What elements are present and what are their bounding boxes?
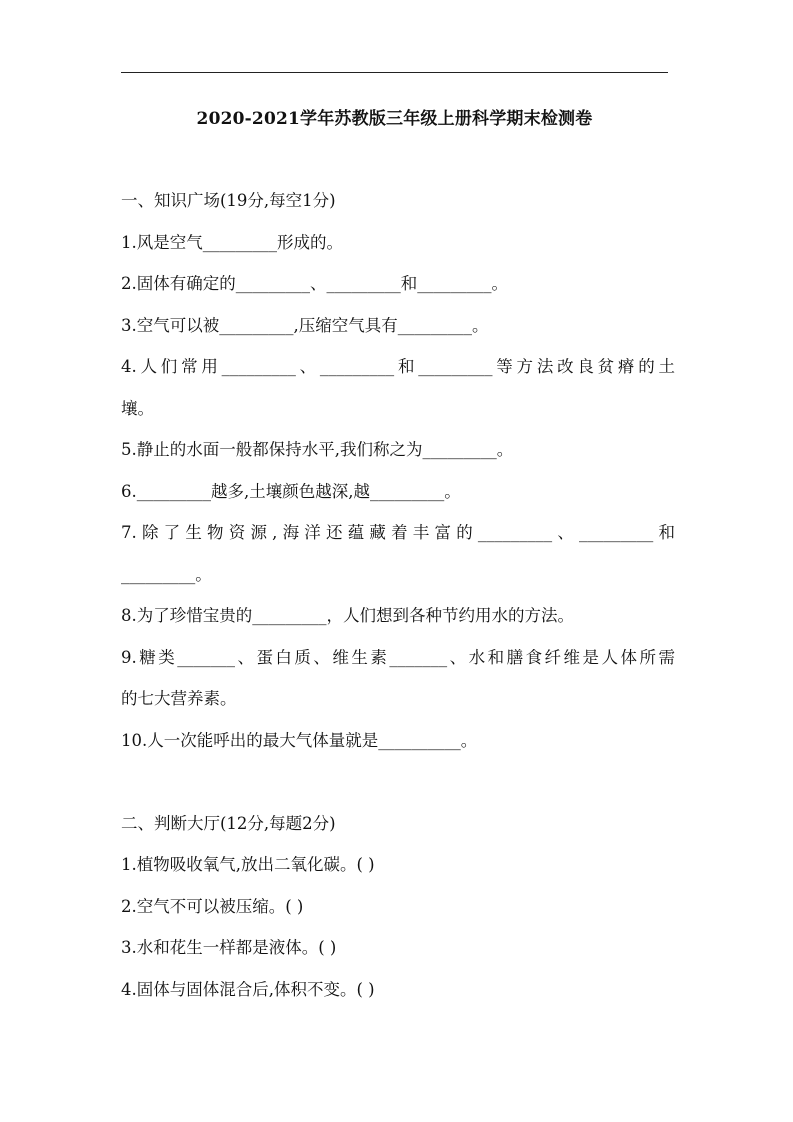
question-line: 3.水和花生一样都是液体。( ) <box>121 938 337 957</box>
section-heading: 一、知识广场(19分,每空1分) <box>121 191 336 210</box>
question-line: 1.植物吸收氧气,放出二氧化碳。( ) <box>121 855 375 874</box>
section-gap <box>121 769 681 811</box>
question-line: 1.风是空气_________形成的。 <box>121 232 343 252</box>
question-line: 4.人们常用_________、_________和_________等方法改良贫瘠的土 <box>121 357 675 376</box>
header-rule <box>121 72 668 73</box>
question-line: 5.静止的水面一般都保持水平,我们称之为_________。 <box>121 440 514 459</box>
question-line: 4.固体与固体混合后,体积不变。( ) <box>121 979 375 999</box>
question-line: 7.除了生物资源,海洋还蕴藏着丰富的_________、_________和 <box>121 523 675 542</box>
question-line: 壤。 <box>121 398 154 418</box>
question-line: 2.固体有确定的_________、_________和_________。 <box>121 274 508 293</box>
question-line: _________。 <box>121 564 212 584</box>
question-line: 3.空气可以被_________,压缩空气具有_________。 <box>121 315 489 335</box>
section-heading: 二、判断大厅(12分,每题2分) <box>121 813 336 833</box>
question-line: 6._________越多,土壤颜色越深,越_________。 <box>121 481 461 501</box>
question-line: 9.糖类_______、蛋白质、维生素_______、水和膳食纤维是人体所需 <box>121 647 675 667</box>
question-line: 8.为了珍惜宝贵的_________，人们想到各种节约用水的方法。 <box>121 606 574 625</box>
page-title: 2020-2021学年苏教版三年级上册科学期末检测卷 <box>196 109 593 129</box>
question-line: 2.空气不可以被压缩。( ) <box>121 896 304 916</box>
question-line: 的七大营养素。 <box>121 689 237 708</box>
document-body <box>121 188 681 1018</box>
question-line: 10.人一次能呼出的最大气体量就是__________。 <box>121 730 478 750</box>
